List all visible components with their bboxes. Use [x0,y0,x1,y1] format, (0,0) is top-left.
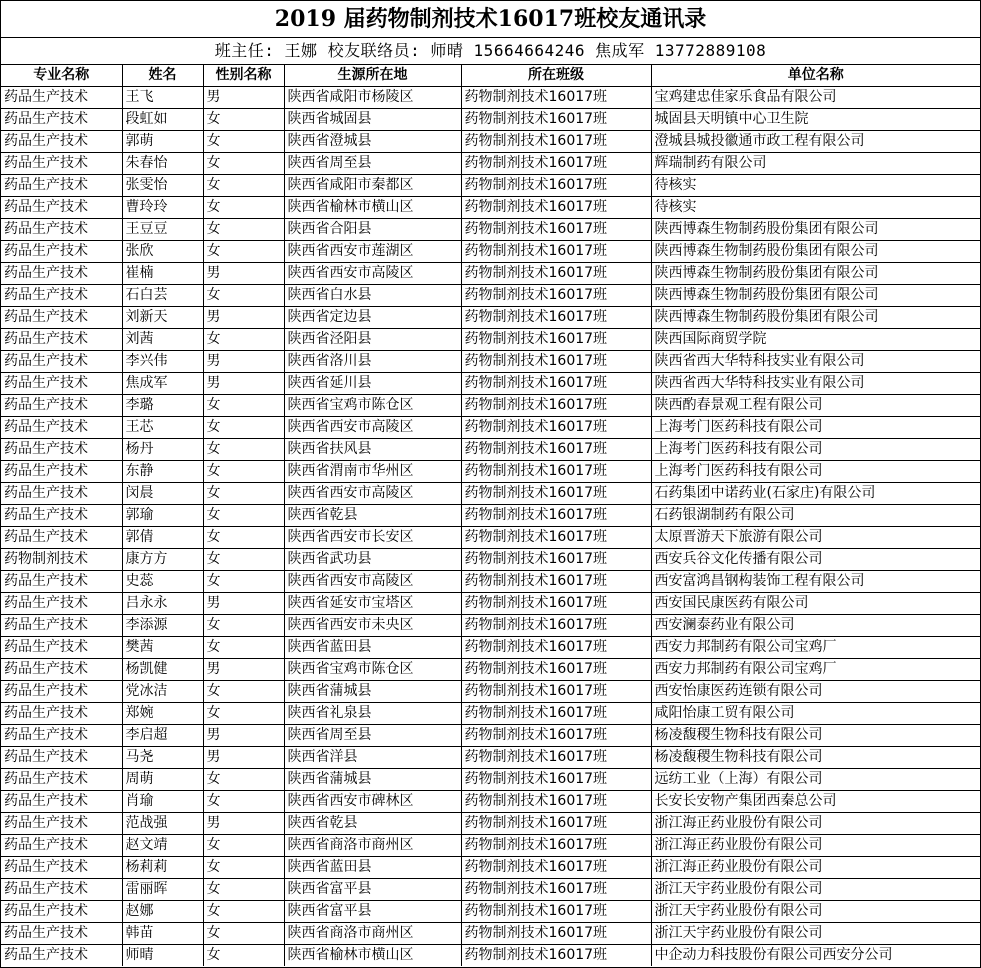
cell-major: 药品生产技术 [1,659,122,681]
cell-gender: 女 [203,131,284,153]
cell-gender: 女 [203,197,284,219]
cell-major: 药品生产技术 [1,747,122,769]
cell-origin: 陕西省西安市高陵区 [284,263,461,285]
cell-employer: 陕西博森生物制药股份集团有限公司 [651,263,980,285]
cell-employer: 西安力邦制药有限公司宝鸡厂 [651,659,980,681]
cell-name: 朱春怡 [122,153,203,175]
cell-name: 刘茜 [122,329,203,351]
cell-employer: 浙江海正药业股份有限公司 [651,857,980,879]
cell-name: 周萌 [122,769,203,791]
cell-gender: 女 [203,835,284,857]
table-row [1,681,980,703]
cell-name: 郭倩 [122,527,203,549]
cell-major: 药品生产技术 [1,417,122,439]
cell-origin: 陕西省澄城县 [284,131,461,153]
table-row [1,307,980,329]
cell-gender: 女 [203,395,284,417]
cell-gender: 男 [203,351,284,373]
cell-origin: 陕西省西安市莲湖区 [284,241,461,263]
table-row [1,153,980,175]
cell-name: 韩苗 [122,923,203,945]
cell-name: 杨丹 [122,439,203,461]
cell-major: 药品生产技术 [1,791,122,813]
cell-origin: 陕西省西安市碑林区 [284,791,461,813]
table-row [1,835,980,857]
cell-major: 药品生产技术 [1,153,122,175]
cell-major: 药品生产技术 [1,681,122,703]
cell-major: 药品生产技术 [1,901,122,923]
cell-name: 郑婉 [122,703,203,725]
cell-class: 药物制剂技术16017班 [461,945,651,967]
cell-gender: 女 [203,923,284,945]
cell-major: 药品生产技术 [1,109,122,131]
cell-class: 药物制剂技术16017班 [461,879,651,901]
cell-gender: 男 [203,593,284,615]
cell-major: 药品生产技术 [1,219,122,241]
cell-origin: 陕西省榆林市横山区 [284,945,461,967]
cell-gender: 女 [203,439,284,461]
table-row [1,483,980,505]
table-row [1,637,980,659]
cell-employer: 辉瑞制药有限公司 [651,153,980,175]
cell-gender: 女 [203,549,284,571]
cell-class: 药物制剂技术16017班 [461,857,651,879]
table-row [1,659,980,681]
table-row [1,879,980,901]
cell-major: 药品生产技术 [1,857,122,879]
cell-gender: 女 [203,329,284,351]
column-header-class: 所在班级 [461,65,651,87]
cell-name: 石白芸 [122,285,203,307]
cell-name: 史蕊 [122,571,203,593]
cell-class: 药物制剂技术16017班 [461,175,651,197]
cell-origin: 陕西省白水县 [284,285,461,307]
cell-major: 药品生产技术 [1,945,122,967]
cell-employer: 浙江海正药业股份有限公司 [651,813,980,835]
cell-name: 赵文靖 [122,835,203,857]
cell-major: 药品生产技术 [1,197,122,219]
table-row [1,263,980,285]
cell-employer: 陕西酌春景观工程有限公司 [651,395,980,417]
cell-origin: 陕西省富平县 [284,901,461,923]
table-row [1,439,980,461]
cell-class: 药物制剂技术16017班 [461,659,651,681]
cell-origin: 陕西省宝鸡市陈仓区 [284,395,461,417]
cell-gender: 男 [203,263,284,285]
cell-employer: 澄城县城投徽通市政工程有限公司 [651,131,980,153]
cell-origin: 陕西省商洛市商州区 [284,835,461,857]
table-row [1,901,980,923]
cell-gender: 男 [203,87,284,109]
contact-subtitle: 班主任: 王娜 校友联络员: 师晴 15664664246 焦成军 13772889108 [1,38,980,65]
cell-name: 郭瑜 [122,505,203,527]
cell-origin: 陕西省泾阳县 [284,329,461,351]
cell-gender: 女 [203,285,284,307]
cell-employer: 陕西博森生物制药股份集团有限公司 [651,307,980,329]
cell-name: 李添源 [122,615,203,637]
cell-gender: 女 [203,241,284,263]
cell-major: 药品生产技术 [1,439,122,461]
alumni-table [1,65,980,966]
cell-class: 药物制剂技术16017班 [461,461,651,483]
cell-class: 药物制剂技术16017班 [461,483,651,505]
cell-employer: 太原晋游天下旅游有限公司 [651,527,980,549]
cell-class: 药物制剂技术16017班 [461,813,651,835]
cell-class: 药物制剂技术16017班 [461,109,651,131]
cell-class: 药物制剂技术16017班 [461,241,651,263]
table-row [1,769,980,791]
cell-major: 药品生产技术 [1,329,122,351]
cell-name: 李启超 [122,725,203,747]
cell-employer: 陕西博森生物制药股份集团有限公司 [651,285,980,307]
document-title: 2019 届药物制剂技术16017班校友通讯录 [1,1,980,38]
cell-class: 药物制剂技术16017班 [461,373,651,395]
column-header-major: 专业名称 [1,65,122,87]
cell-origin: 陕西省洛川县 [284,351,461,373]
cell-class: 药物制剂技术16017班 [461,285,651,307]
cell-gender: 女 [203,461,284,483]
cell-origin: 陕西省榆林市横山区 [284,197,461,219]
cell-name: 师晴 [122,945,203,967]
cell-gender: 女 [203,219,284,241]
table-row [1,461,980,483]
cell-employer: 陕西省西大华特科技实业有限公司 [651,373,980,395]
cell-major: 药品生产技术 [1,395,122,417]
cell-employer: 中企动力科技股份有限公司西安分公司 [651,945,980,967]
cell-gender: 女 [203,527,284,549]
cell-employer: 宝鸡建忠佳家乐食品有限公司 [651,87,980,109]
column-header-name: 姓名 [122,65,203,87]
cell-origin: 陕西省礼泉县 [284,703,461,725]
cell-employer: 上海考门医药科技有限公司 [651,461,980,483]
cell-class: 药物制剂技术16017班 [461,637,651,659]
cell-class: 药物制剂技术16017班 [461,439,651,461]
cell-name: 刘新天 [122,307,203,329]
cell-major: 药品生产技术 [1,725,122,747]
table-row [1,505,980,527]
cell-major: 药品生产技术 [1,241,122,263]
cell-origin: 陕西省西安市高陵区 [284,483,461,505]
cell-major: 药品生产技术 [1,593,122,615]
cell-gender: 女 [203,109,284,131]
cell-origin: 陕西省咸阳市杨陵区 [284,87,461,109]
cell-origin: 陕西省合阳县 [284,219,461,241]
cell-major: 药物制剂技术 [1,549,122,571]
cell-class: 药物制剂技术16017班 [461,153,651,175]
cell-origin: 陕西省西安市高陵区 [284,571,461,593]
cell-major: 药品生产技术 [1,769,122,791]
cell-class: 药物制剂技术16017班 [461,923,651,945]
cell-name: 段虹如 [122,109,203,131]
cell-origin: 陕西省富平县 [284,879,461,901]
cell-origin: 陕西省西安市长安区 [284,527,461,549]
table-row [1,703,980,725]
table-row [1,593,980,615]
cell-origin: 陕西省商洛市商州区 [284,923,461,945]
cell-origin: 陕西省蒲城县 [284,769,461,791]
cell-gender: 女 [203,879,284,901]
table-row [1,175,980,197]
table-row [1,241,980,263]
cell-employer: 长安长安物产集团西秦总公司 [651,791,980,813]
cell-employer: 陕西国际商贸学院 [651,329,980,351]
cell-class: 药物制剂技术16017班 [461,769,651,791]
cell-major: 药品生产技术 [1,263,122,285]
cell-class: 药物制剂技术16017班 [461,747,651,769]
table-row [1,285,980,307]
cell-employer: 待核实 [651,197,980,219]
cell-class: 药物制剂技术16017班 [461,901,651,923]
cell-name: 杨莉莉 [122,857,203,879]
cell-origin: 陕西省乾县 [284,813,461,835]
table-row [1,923,980,945]
cell-origin: 陕西省西安市高陵区 [284,417,461,439]
table-row [1,197,980,219]
cell-origin: 陕西省蒲城县 [284,681,461,703]
cell-class: 药物制剂技术16017班 [461,549,651,571]
cell-origin: 陕西省蓝田县 [284,637,461,659]
cell-gender: 女 [203,769,284,791]
cell-employer: 西安国民康医药有限公司 [651,593,980,615]
cell-name: 郭萌 [122,131,203,153]
cell-origin: 陕西省定边县 [284,307,461,329]
cell-employer: 咸阳怡康工贸有限公司 [651,703,980,725]
cell-major: 药品生产技术 [1,615,122,637]
cell-major: 药品生产技术 [1,571,122,593]
cell-class: 药物制剂技术16017班 [461,263,651,285]
cell-name: 焦成军 [122,373,203,395]
table-row [1,351,980,373]
cell-employer: 陕西博森生物制药股份集团有限公司 [651,241,980,263]
cell-employer: 西安兵谷文化传播有限公司 [651,549,980,571]
cell-employer: 城固县天明镇中心卫生院 [651,109,980,131]
cell-major: 药品生产技术 [1,131,122,153]
cell-major: 药品生产技术 [1,505,122,527]
cell-name: 崔楠 [122,263,203,285]
cell-name: 李兴伟 [122,351,203,373]
cell-employer: 浙江天宇药业股份有限公司 [651,901,980,923]
cell-origin: 陕西省洋县 [284,747,461,769]
cell-origin: 陕西省宝鸡市陈仓区 [284,659,461,681]
cell-class: 药物制剂技术16017班 [461,395,651,417]
cell-class: 药物制剂技术16017班 [461,329,651,351]
table-row [1,857,980,879]
column-header-origin: 生源所在地 [284,65,461,87]
cell-major: 药品生产技术 [1,637,122,659]
cell-origin: 陕西省乾县 [284,505,461,527]
table-row [1,791,980,813]
table-row [1,527,980,549]
cell-major: 药品生产技术 [1,87,122,109]
table-row [1,373,980,395]
cell-origin: 陕西省咸阳市秦都区 [284,175,461,197]
cell-class: 药物制剂技术16017班 [461,219,651,241]
cell-origin: 陕西省延川县 [284,373,461,395]
cell-gender: 女 [203,901,284,923]
cell-employer: 西安富鸿昌钢构装饰工程有限公司 [651,571,980,593]
cell-gender: 女 [203,615,284,637]
table-row [1,219,980,241]
cell-gender: 男 [203,659,284,681]
cell-employer: 西安怡康医药连锁有限公司 [651,681,980,703]
cell-class: 药物制剂技术16017班 [461,571,651,593]
cell-major: 药品生产技术 [1,527,122,549]
cell-name: 王豆豆 [122,219,203,241]
cell-class: 药物制剂技术16017班 [461,505,651,527]
cell-major: 药品生产技术 [1,879,122,901]
cell-major: 药品生产技术 [1,813,122,835]
cell-gender: 男 [203,813,284,835]
cell-employer: 上海考门医药科技有限公司 [651,417,980,439]
cell-major: 药品生产技术 [1,175,122,197]
cell-class: 药物制剂技术16017班 [461,131,651,153]
table-row [1,131,980,153]
cell-class: 药物制剂技术16017班 [461,593,651,615]
cell-gender: 女 [203,175,284,197]
cell-name: 康方方 [122,549,203,571]
cell-major: 药品生产技术 [1,285,122,307]
cell-gender: 男 [203,747,284,769]
cell-major: 药品生产技术 [1,703,122,725]
cell-class: 药物制剂技术16017班 [461,615,651,637]
column-header-employer: 单位名称 [651,65,980,87]
cell-name: 张欣 [122,241,203,263]
cell-employer: 上海考门医药科技有限公司 [651,439,980,461]
cell-origin: 陕西省城固县 [284,109,461,131]
cell-name: 党冰洁 [122,681,203,703]
cell-origin: 陕西省蓝田县 [284,857,461,879]
table-row [1,395,980,417]
cell-name: 李璐 [122,395,203,417]
cell-gender: 女 [203,483,284,505]
cell-origin: 陕西省渭南市华州区 [284,461,461,483]
cell-gender: 男 [203,307,284,329]
cell-gender: 女 [203,571,284,593]
cell-employer: 西安澜泰药业有限公司 [651,615,980,637]
cell-name: 闵晨 [122,483,203,505]
cell-gender: 女 [203,417,284,439]
cell-class: 药物制剂技术16017班 [461,835,651,857]
cell-name: 东静 [122,461,203,483]
cell-employer: 浙江天宇药业股份有限公司 [651,879,980,901]
cell-name: 马尧 [122,747,203,769]
table-row [1,109,980,131]
cell-origin: 陕西省延安市宝塔区 [284,593,461,615]
table-row [1,725,980,747]
cell-major: 药品生产技术 [1,307,122,329]
cell-gender: 女 [203,681,284,703]
table-row [1,87,980,109]
cell-employer: 远纺工业（上海）有限公司 [651,769,980,791]
cell-name: 赵娜 [122,901,203,923]
column-header-gender: 性别名称 [203,65,284,87]
cell-employer: 陕西省西大华特科技实业有限公司 [651,351,980,373]
cell-name: 范战强 [122,813,203,835]
cell-gender: 男 [203,373,284,395]
cell-employer: 陕西博森生物制药股份集团有限公司 [651,219,980,241]
table-body [1,87,980,967]
cell-name: 王芯 [122,417,203,439]
cell-name: 张雯怡 [122,175,203,197]
cell-employer: 待核实 [651,175,980,197]
cell-employer: 浙江天宇药业股份有限公司 [651,923,980,945]
table-row [1,945,980,967]
cell-major: 药品生产技术 [1,351,122,373]
cell-employer: 石药集团中诺药业(石家庄)有限公司 [651,483,980,505]
cell-class: 药物制剂技术16017班 [461,87,651,109]
table-row [1,417,980,439]
cell-origin: 陕西省扶风县 [284,439,461,461]
cell-class: 药物制剂技术16017班 [461,681,651,703]
cell-employer: 浙江海正药业股份有限公司 [651,835,980,857]
cell-name: 雷丽晖 [122,879,203,901]
cell-name: 杨凯健 [122,659,203,681]
cell-gender: 女 [203,703,284,725]
table-row [1,549,980,571]
cell-class: 药物制剂技术16017班 [461,791,651,813]
cell-name: 曹玲玲 [122,197,203,219]
cell-class: 药物制剂技术16017班 [461,725,651,747]
cell-name: 王飞 [122,87,203,109]
cell-employer: 石药银湖制药有限公司 [651,505,980,527]
table-row [1,813,980,835]
cell-gender: 男 [203,725,284,747]
table-row [1,329,980,351]
cell-gender: 女 [203,153,284,175]
cell-class: 药物制剂技术16017班 [461,417,651,439]
cell-gender: 女 [203,945,284,967]
cell-origin: 陕西省西安市未央区 [284,615,461,637]
cell-employer: 西安力邦制药有限公司宝鸡厂 [651,637,980,659]
cell-gender: 女 [203,857,284,879]
table-row [1,571,980,593]
cell-gender: 女 [203,637,284,659]
cell-major: 药品生产技术 [1,461,122,483]
cell-employer: 杨凌馥稷生物科技有限公司 [651,725,980,747]
cell-class: 药物制剂技术16017班 [461,703,651,725]
cell-employer: 杨凌馥稷生物科技有限公司 [651,747,980,769]
cell-class: 药物制剂技术16017班 [461,197,651,219]
cell-name: 吕永永 [122,593,203,615]
cell-major: 药品生产技术 [1,923,122,945]
cell-major: 药品生产技术 [1,483,122,505]
cell-origin: 陕西省周至县 [284,153,461,175]
cell-origin: 陕西省武功县 [284,549,461,571]
table-row [1,615,980,637]
cell-origin: 陕西省周至县 [284,725,461,747]
cell-major: 药品生产技术 [1,373,122,395]
table-row [1,747,980,769]
cell-class: 药物制剂技术16017班 [461,307,651,329]
table-header-row [1,65,980,87]
cell-gender: 女 [203,791,284,813]
cell-class: 药物制剂技术16017班 [461,527,651,549]
cell-name: 樊茜 [122,637,203,659]
cell-name: 肖瑜 [122,791,203,813]
cell-gender: 女 [203,505,284,527]
cell-major: 药品生产技术 [1,835,122,857]
cell-class: 药物制剂技术16017班 [461,351,651,373]
